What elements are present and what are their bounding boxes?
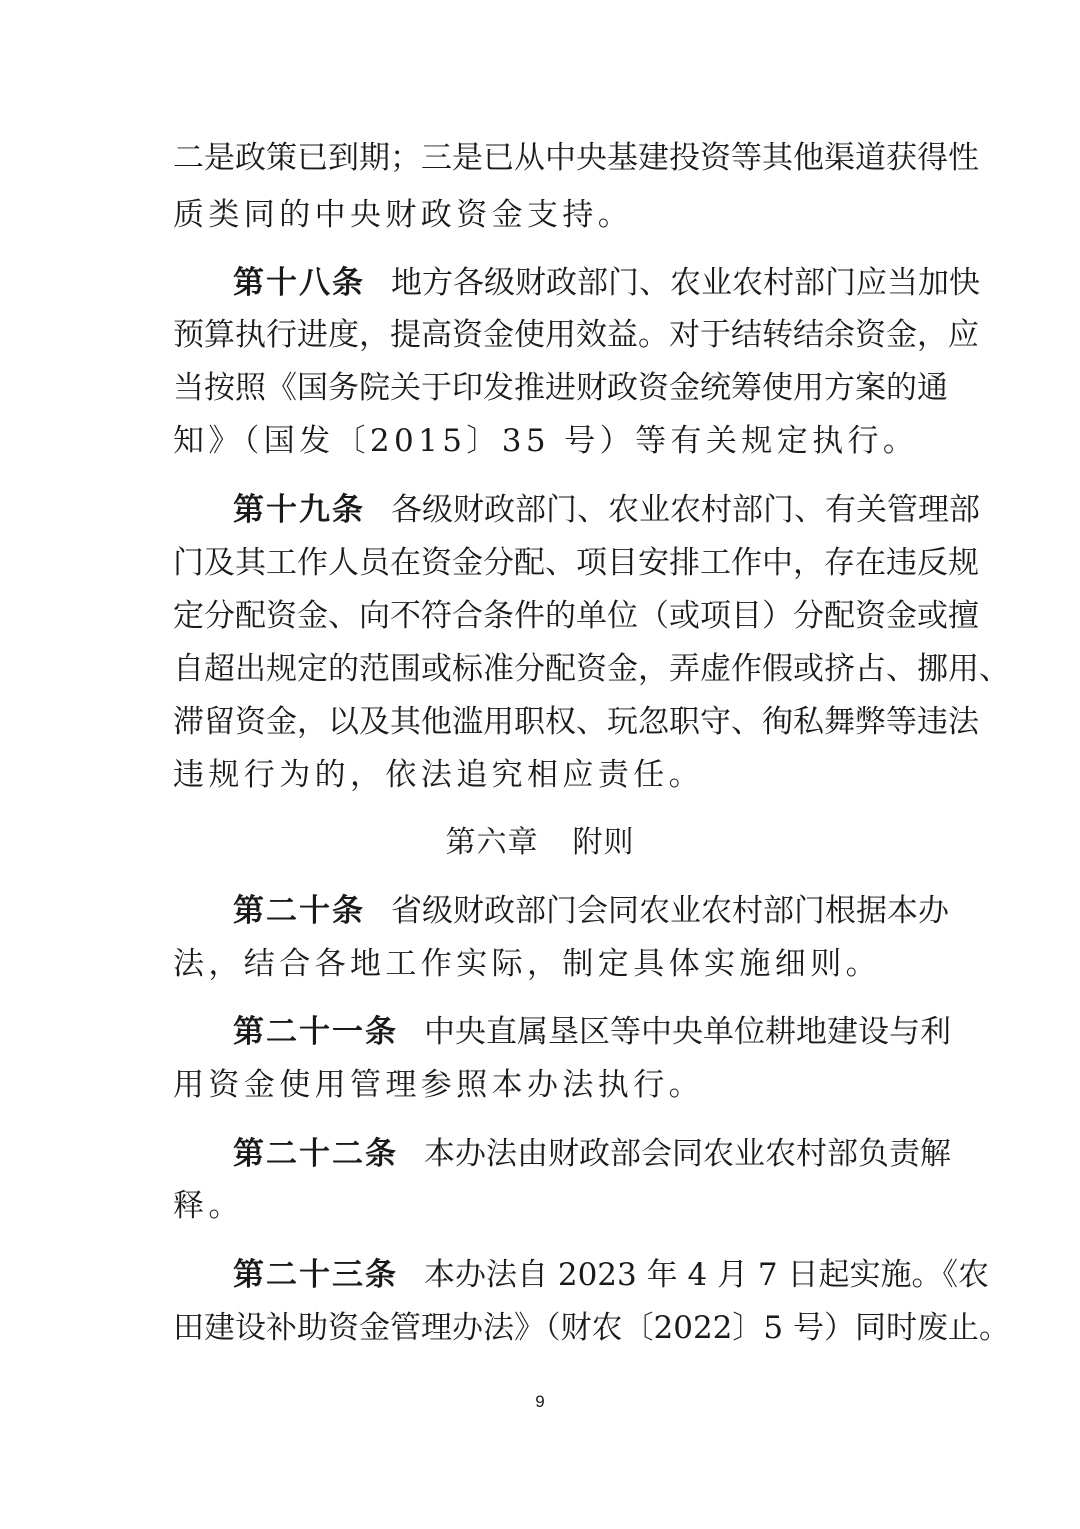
paragraph-line: 当按照《国务院关于印发推进财政资金统筹使用方案的通 <box>173 370 948 406</box>
article-23-first-line <box>233 1257 989 1293</box>
paragraph-text: 地方各级财政部门、农业农村部门应当加快 <box>391 265 980 301</box>
paragraph-line: 田建设补助资金管理办法》（财农〔2022〕5 号）同时废止。 <box>173 1310 1010 1346</box>
page-number: 9 <box>535 1392 545 1411</box>
paragraph-line: 定分配资金、向不符合条件的单位（或项目）分配资金或擅 <box>173 598 979 634</box>
paragraph-line: 预算执行进度，提高资金使用效益。对于结转结余资金，应 <box>173 317 979 353</box>
article-21-first-line <box>233 1014 951 1050</box>
article-heading: 第二十三条 <box>233 1257 398 1293</box>
chapter-heading <box>0 825 1080 861</box>
article-20-first-line <box>233 893 949 929</box>
paragraph-line: 知》（国发〔2015〕35 号）等有关规定执行。 <box>173 423 919 459</box>
paragraph-line: 违规行为的，依法追究相应责任。 <box>173 757 704 793</box>
article-heading: 第十八条 <box>233 265 365 301</box>
paragraph-line: 释。 <box>173 1188 244 1224</box>
article-heading: 第二十一条 <box>233 1014 398 1050</box>
paragraph-text: 中央直属垦区等中央单位耕地建设与利 <box>424 1014 951 1050</box>
paragraph-line: 二是政策已到期；三是已从中央基建投资等其他渠道获得性 <box>173 140 979 176</box>
paragraph-text: 本办法由财政部会同农业农村部负责解 <box>424 1136 951 1172</box>
article-19-first-line <box>233 492 980 528</box>
article-22-first-line <box>233 1136 951 1172</box>
chapter-title: 附则 <box>572 825 635 860</box>
paragraph-line: 质类同的中央财政资金支持。 <box>173 197 634 233</box>
paragraph-line: 滞留资金，以及其他滥用职权、玩忽职守、徇私舞弊等违法 <box>173 704 979 740</box>
paragraph-text: 本办法自 2023 年 4 月 7 日起实施。《农 <box>424 1257 989 1293</box>
paragraph-text: 省级财政部门会同农业农村部门根据本办 <box>391 893 949 929</box>
paragraph-line: 法，结合各地工作实际，制定具体实施细则。 <box>173 946 881 982</box>
paragraph-line: 门及其工作人员在资金分配、项目安排工作中，存在违反规 <box>173 545 979 581</box>
paragraph-text: 各级财政部门、农业农村部门、有关管理部 <box>391 492 980 528</box>
chapter-number: 第六章 <box>445 825 539 860</box>
article-heading: 第十九条 <box>233 492 365 528</box>
paragraph-line: 用资金使用管理参照本办法执行。 <box>173 1067 704 1103</box>
article-18-first-line <box>233 265 980 301</box>
paragraph-line: 自超出规定的范围或标准分配资金，弄虚作假或挤占、挪用、 <box>173 651 1010 687</box>
article-heading: 第二十二条 <box>233 1136 398 1172</box>
article-heading: 第二十条 <box>233 893 365 929</box>
